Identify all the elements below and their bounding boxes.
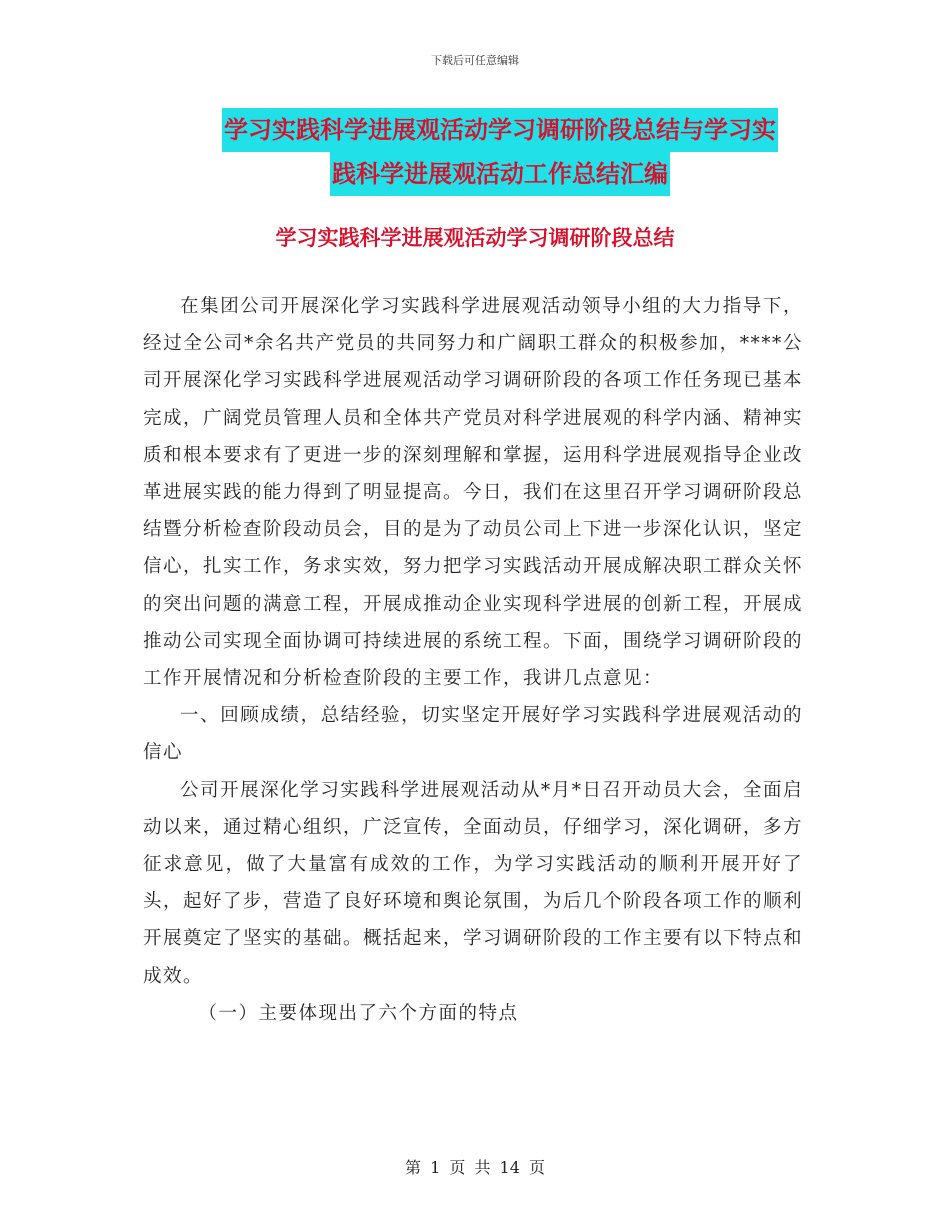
paragraph-subheading: （一）主要体现出了六个方面的特点 [198, 1002, 519, 1024]
title-line-1: 学习实践科学进展观活动学习调研阶段总结与学习实 [222, 108, 778, 152]
paragraph-heading-1: 一、回顾成绩，总结经验，切实坚定开展好学习实践科学进展观活动的信心 [143, 705, 803, 764]
document-title [140, 108, 860, 196]
paragraph-review: 公司开展深化学习实践科学进展观活动从*月*日召开动员大会，全面启动以来，通过精心组织，广泛宣传，全面动员，仔细学习，深化调研，多方征求意见，做了大量富有成效的工作，为学习实践活动的顺利开展开好了头，起好了步，营造了良好环境和舆论氛围，为后几个阶段各项工作的顺利开展奠定了坚实的基础。概括起来，学习调研阶段的工作主要有以下特点和成效。 [143, 779, 804, 987]
title-line-2: 践科学进展观活动工作总结汇编 [330, 152, 670, 196]
paragraph-intro: 在集团公司开展深化学习实践科学进展观活动领导小组的大力指导下，经过全公司*余名共产党员的共同努力和广阔职工群众的积极参加，****公司开展深化学习实践科学进展观活动学习调研阶段的各项工作任务现已基本完成，广阔党员管理人员和全体共产党员对科学进展观的科学内涵、精神实质和根本要求有了更进一步的深刻理解和掌握，运用科学进展观指导企业改革进展实践的能力得到了明显提高。今日，我们在这里召开学习调研阶段总结暨分析检查阶段动员会，目的是为了动员公司上下进一步深化认识，坚定信心，扎实工作，务求实效，努力把学习实践活动开展成解决职工群众关怀的突出问题的满意工程，开展成推动企业实现科学进展的创新工程，开展成推动公司实现全面协调可持续进展的系统工程。下面，围绕学习调研阶段的工作开展情况和分析检查阶段的主要工作，我讲几点意见： [143, 296, 804, 690]
section-title: 学习实践科学进展观活动学习调研阶段总结 [275, 226, 675, 250]
body-text [143, 288, 803, 1032]
header-note: 下载后可任意编辑 [431, 54, 519, 67]
page-footer: 第 1 页 共 14 页 [405, 1158, 545, 1177]
